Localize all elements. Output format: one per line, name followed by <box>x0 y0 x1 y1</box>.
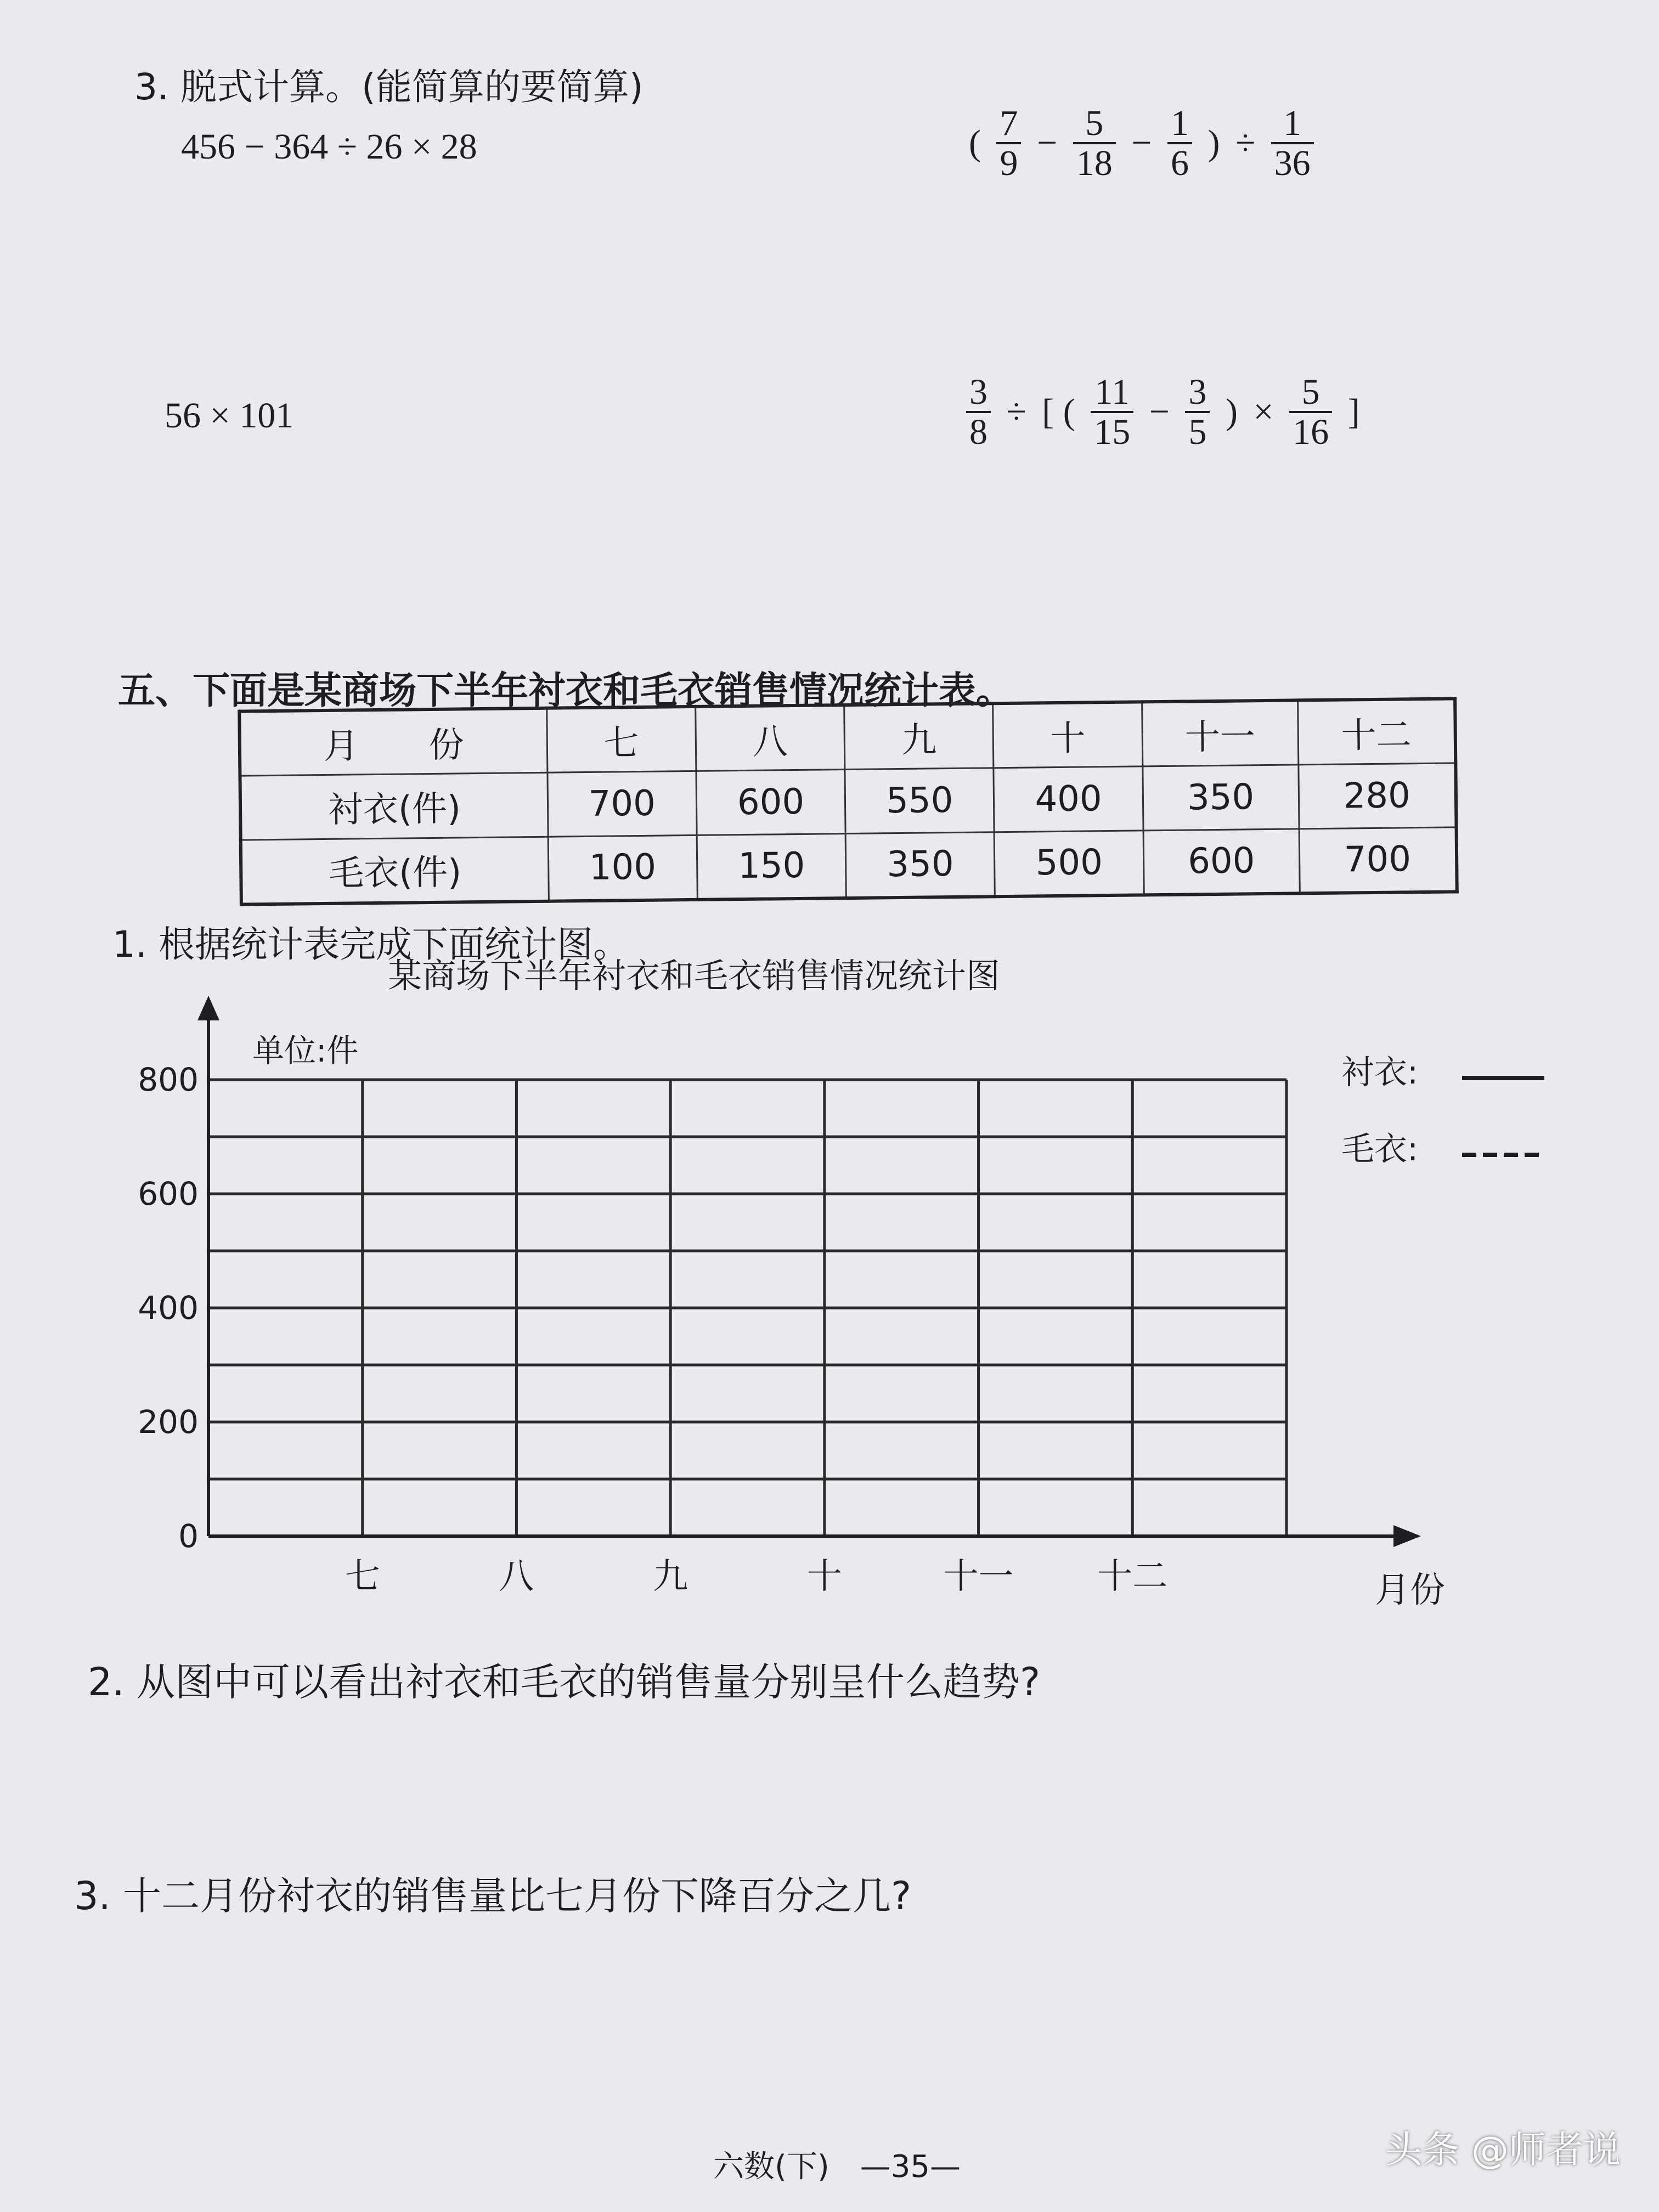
x-tick-label: 九 <box>653 1556 689 1597</box>
question-1: 1. 根据统计表完成下面统计图。 <box>112 923 629 966</box>
y-tick-label: 0 <box>178 1517 199 1555</box>
table-cell: 月 份 <box>239 708 547 776</box>
fraction: $\frac{1}{6}$ <box>1167 104 1192 183</box>
table-cell: 280 <box>1298 763 1456 828</box>
table-cell: 100 <box>548 835 698 901</box>
fraction: $\frac{3}{8}$ <box>966 373 991 452</box>
table-cell: 十 <box>993 702 1143 768</box>
expr-fraction-1: ( $\frac{7}{9}$ − $\frac{5}{18}$ − $\frac{1}{6}$ ) ÷ $\frac{1}{36}$ <box>966 104 1317 183</box>
y-tick-label: 800 <box>138 1061 199 1098</box>
fraction: $\frac{5}{16}$ <box>1289 373 1332 452</box>
question-2: 2. 从图中可以看出衬衣和毛衣的销售量分别呈什么趋势? <box>88 1660 1041 1705</box>
fraction: $\frac{3}{5}$ <box>1185 373 1210 452</box>
table-cell: 550 <box>845 768 994 833</box>
chart-title: 某商场下半年衬衣和毛衣销售情况统计图 <box>387 956 1001 996</box>
x-tick-label: 七 <box>345 1556 380 1597</box>
y-tick-label: 200 <box>138 1403 199 1441</box>
table-cell: 七 <box>546 707 696 773</box>
table-cell: 350 <box>1143 765 1299 830</box>
fraction: $\frac{11}{15}$ <box>1091 373 1133 452</box>
table-cell: 八 <box>696 705 845 771</box>
table-cell: 十二 <box>1297 698 1455 765</box>
y-tick-label: 600 <box>138 1175 199 1212</box>
question-3: 3. 十二月份衬衣的销售量比七月份下降百分之几? <box>74 1874 912 1918</box>
y-axis-arrow-icon <box>198 996 219 1020</box>
fraction: $\frac{5}{18}$ <box>1073 104 1116 183</box>
paren-open: ( <box>969 123 981 163</box>
expr-fraction-2: $\frac{3}{8}$ ÷ [ ( $\frac{11}{15}$ − $\frac{3}{5}$ ) × $\frac{5}{16}$ ] <box>963 373 1363 452</box>
y-tick-label: 400 <box>138 1289 199 1327</box>
table-cell: 700 <box>547 771 696 837</box>
table-cell: 350 <box>845 832 995 898</box>
legend-label: 衬衣: <box>1341 1053 1419 1092</box>
fraction: $\frac{7}{9}$ <box>996 104 1021 183</box>
table-cell: 600 <box>696 770 845 835</box>
expr-456: 456 − 364 ÷ 26 × 28 <box>181 127 477 167</box>
page-footer: 六数(下) —35— <box>713 2149 961 2185</box>
x-tick-label: 十 <box>806 1556 842 1597</box>
x-axis-arrow-icon <box>1393 1525 1421 1547</box>
x-axis-label: 月份 <box>1375 1570 1445 1611</box>
x-tick-label: 十二 <box>1097 1556 1168 1597</box>
table-cell: 700 <box>1299 827 1457 893</box>
expr-56x101: 56 × 101 <box>165 396 294 436</box>
x-tick-label: 十一 <box>943 1556 1014 1597</box>
table-cell: 600 <box>1143 828 1300 895</box>
table-cell: 毛衣(件) <box>241 837 549 905</box>
fraction: $\frac{1}{36}$ <box>1271 104 1314 183</box>
x-tick-label: 八 <box>499 1556 534 1597</box>
table-cell: 500 <box>995 830 1144 896</box>
table-cell: 400 <box>994 766 1143 832</box>
section5-title: 五、下面是某商场下半年衬衣和毛衣销售情况统计表。 <box>118 669 1014 713</box>
table-cell: 十一 <box>1142 700 1298 766</box>
unit-label: 单位:件 <box>252 1032 359 1069</box>
table-cell: 九 <box>844 703 994 770</box>
table-cell: 150 <box>697 833 847 900</box>
table-cell: 衬衣(件) <box>240 773 548 840</box>
watermark: 头条 @师者说 <box>1385 2129 1621 2172</box>
section3-title: 3. 脱式计算。(能简算的要简算) <box>134 66 644 108</box>
legend-label: 毛衣: <box>1341 1130 1419 1169</box>
